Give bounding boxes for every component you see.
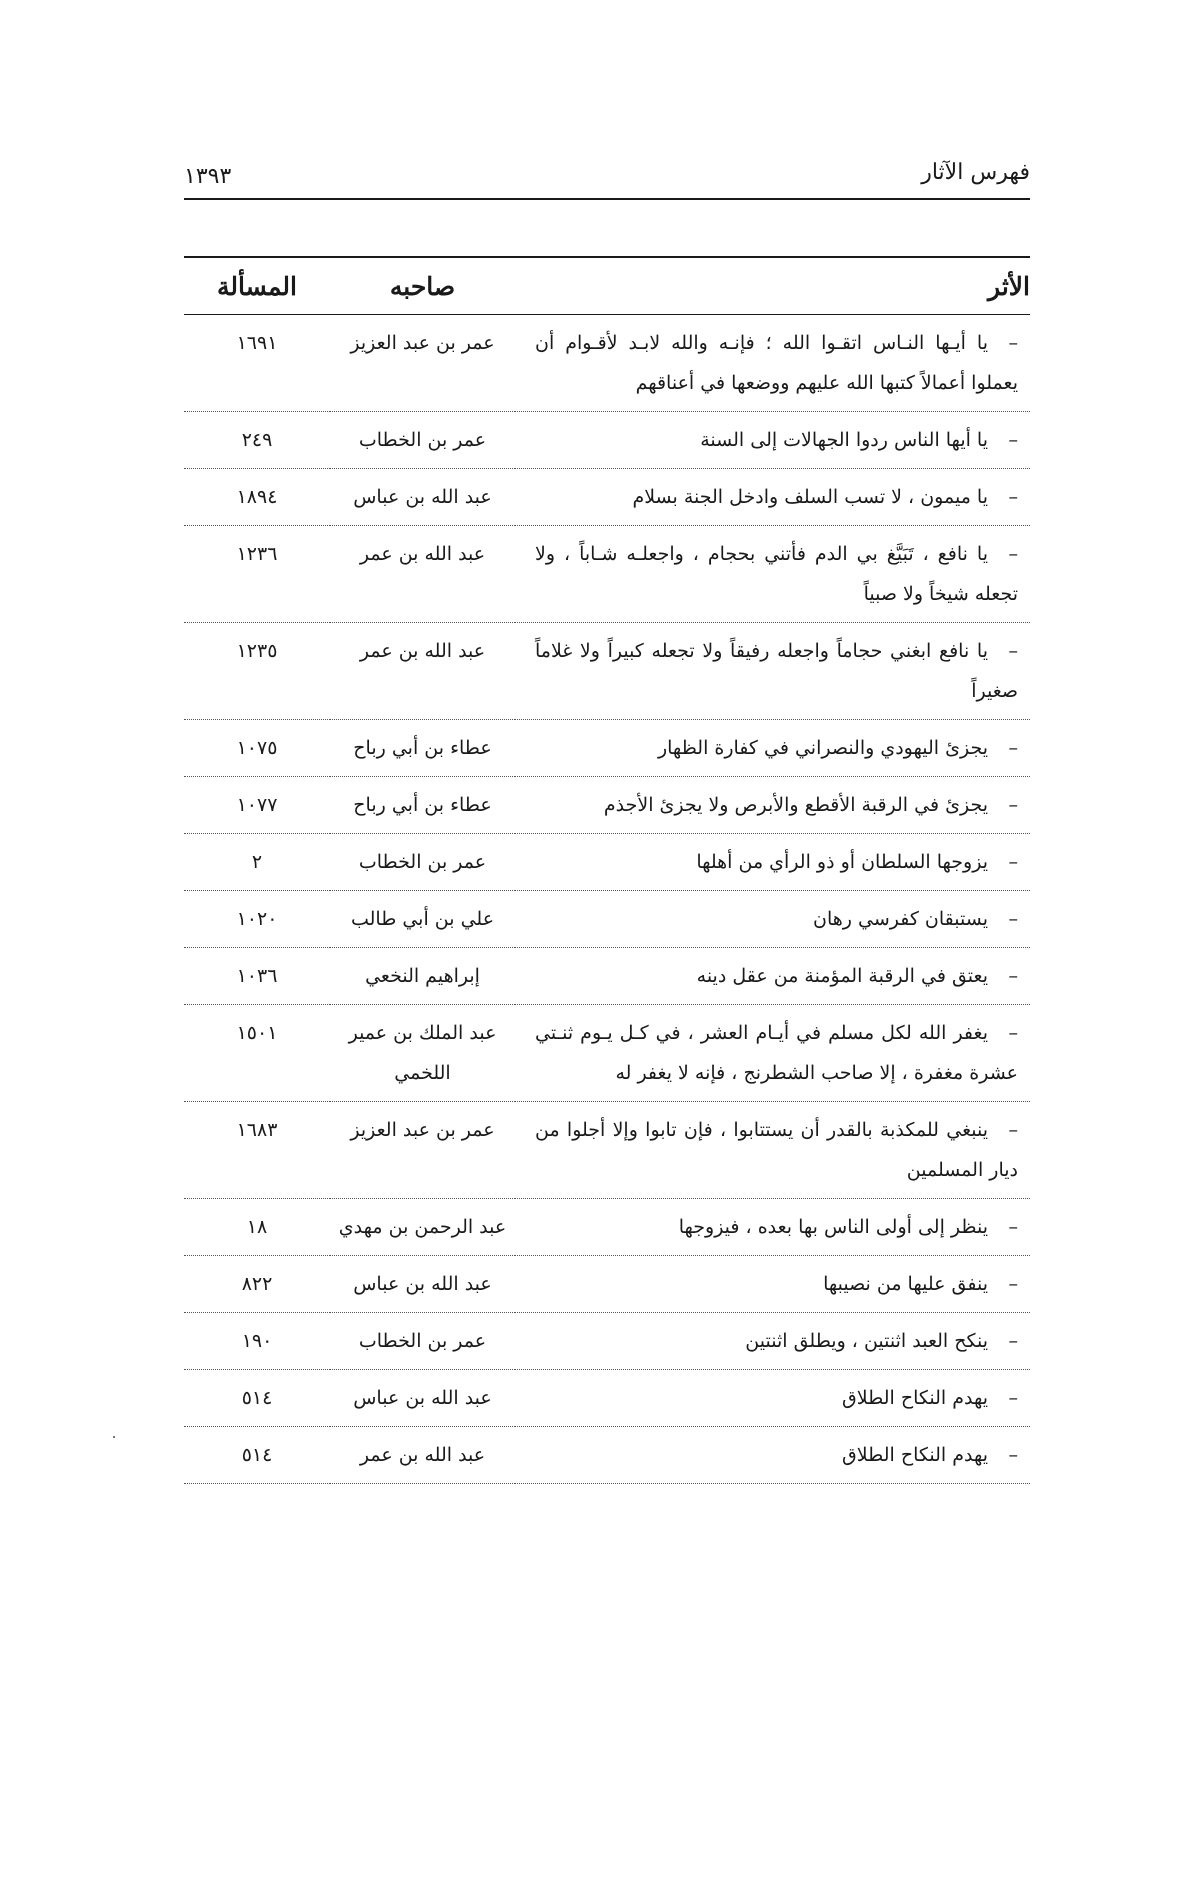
list-dash: – (1008, 737, 1018, 759)
masala-number-cell: ١٦٨٣ (184, 1102, 330, 1199)
list-dash: – (1008, 332, 1018, 354)
masala-number-cell: ١٢٣٥ (184, 623, 330, 720)
athar-cell (515, 412, 1030, 469)
athar-cell (515, 1427, 1030, 1484)
table-header-row (184, 257, 1030, 315)
table-row (184, 777, 1030, 834)
list-dash: – (1008, 429, 1018, 451)
sahib-cell: إبراهيم النخعي (330, 948, 515, 1005)
sahib-cell: عمر بن عبد العزيز (330, 1102, 515, 1199)
athar-cell (515, 1199, 1030, 1256)
masala-number-cell: ١٥٠١ (184, 1005, 330, 1102)
list-dash: – (1008, 794, 1018, 816)
athar-cell (515, 623, 1030, 720)
table-row (184, 834, 1030, 891)
sahib-cell: عمر بن عبد العزيز (330, 315, 515, 412)
athar-text: ينفق عليها من نصيبها (823, 1273, 988, 1295)
masala-number-cell: ١٨ (184, 1199, 330, 1256)
masala-number-cell: ٥١٤ (184, 1370, 330, 1427)
athar-text: ينبغي للمكذبة بالقدر أن يستتابوا ، فإن تابوا وإلا أجلوا من ديار المسلمين (535, 1119, 1018, 1181)
column-header-masala: المسألة (184, 257, 330, 315)
table-row (184, 720, 1030, 777)
list-dash: – (1008, 965, 1018, 987)
athar-text: يستبقان كفرسي رهان (813, 908, 988, 930)
sahib-cell: علي بن أبي طالب (330, 891, 515, 948)
list-dash: – (1008, 1387, 1018, 1409)
athar-cell (515, 1370, 1030, 1427)
sahib-cell: عبد الله بن عباس (330, 469, 515, 526)
athar-text: ينكح العبد اثنتين ، ويطلق اثنتين (745, 1330, 988, 1352)
list-dash: – (1008, 1119, 1018, 1141)
table-row (184, 412, 1030, 469)
scan-speck (113, 1436, 115, 1438)
list-dash: – (1008, 1330, 1018, 1352)
sahib-cell: عبد الله بن عمر (330, 526, 515, 623)
sahib-cell: عطاء بن أبي رباح (330, 777, 515, 834)
running-title: فهرس الآثار (921, 160, 1030, 185)
table-row (184, 1005, 1030, 1102)
sahib-cell: عبد الملك بن عمير اللخمي (330, 1005, 515, 1102)
list-dash: – (1008, 1216, 1018, 1238)
table-row (184, 1370, 1030, 1427)
masala-number-cell: ١٢٣٦ (184, 526, 330, 623)
athar-cell (515, 526, 1030, 623)
athar-cell (515, 1005, 1030, 1102)
masala-number-cell: ١٠٢٠ (184, 891, 330, 948)
athar-cell (515, 948, 1030, 1005)
masala-number-cell: ١٠٣٦ (184, 948, 330, 1005)
athar-text: يا نافع ابغني حجاماً واجعله رفيقاً ولا تجعله كبيراً ولا غلاماً صغيراً (535, 640, 1018, 702)
list-dash: – (1008, 486, 1018, 508)
athar-text: يا أيـها النـاس اتقـوا الله ؛ فإنـه والله لابـد لأقـوام أن يعملوا أعمالاً كتبها الله عليهم ووضعها في أعناقهم (535, 332, 1018, 394)
athar-text: يا أيها الناس ردوا الجهالات إلى السنة (700, 429, 988, 451)
masala-number-cell: ٨٢٢ (184, 1256, 330, 1313)
athar-text: يعتق في الرقبة المؤمنة من عقل دينه (696, 965, 988, 987)
table-row (184, 1256, 1030, 1313)
running-header (184, 160, 1030, 196)
athar-cell (515, 1102, 1030, 1199)
masala-number-cell: ٢٤٩ (184, 412, 330, 469)
masala-number-cell: ٢ (184, 834, 330, 891)
sahib-cell: عبد الله بن عمر (330, 623, 515, 720)
athar-text: يهدم النكاح الطلاق (842, 1444, 988, 1466)
table-row (184, 1427, 1030, 1484)
sahib-cell: عمر بن الخطاب (330, 412, 515, 469)
athar-text: يغفر الله لكل مسلم في أيـام العشر ، في كـل يـوم ثنـتي عشرة مغفرة ، إلا صاحب الشطرنج ، فإنه لا يغفر له (535, 1022, 1018, 1084)
table-body (184, 315, 1030, 1484)
athar-text: يزوجها السلطان أو ذو الرأي من أهلها (696, 851, 988, 873)
table-row (184, 1199, 1030, 1256)
list-dash: – (1008, 543, 1018, 565)
athar-cell (515, 777, 1030, 834)
sahib-cell: عمر بن الخطاب (330, 834, 515, 891)
list-dash: – (1008, 1022, 1018, 1044)
sahib-cell: عبد الله بن عمر (330, 1427, 515, 1484)
list-dash: – (1008, 851, 1018, 873)
athar-cell (515, 315, 1030, 412)
list-dash: – (1008, 1444, 1018, 1466)
athar-text: يا نافع ، تَبَيَّغ بي الدم فأتني بحجام ، واجعلـه شـاباً ، ولا تجعله شيخاً ولا صبياً (535, 543, 1018, 605)
table-row (184, 469, 1030, 526)
table-row (184, 315, 1030, 412)
list-dash: – (1008, 640, 1018, 662)
masala-number-cell: ١٠٧٧ (184, 777, 330, 834)
table-row (184, 1102, 1030, 1199)
athar-cell (515, 469, 1030, 526)
table-row (184, 1313, 1030, 1370)
header-divider (184, 198, 1030, 200)
column-header-athar: الأثر (515, 257, 1030, 315)
table-row (184, 526, 1030, 623)
athar-cell (515, 834, 1030, 891)
sahib-cell: عبد الله بن عباس (330, 1256, 515, 1313)
athar-index-table (184, 256, 1030, 1484)
athar-text: يهدم النكاح الطلاق (842, 1387, 988, 1409)
athar-text: يجزئ اليهودي والنصراني في كفارة الظهار (657, 737, 988, 759)
masala-number-cell: ١٩٠ (184, 1313, 330, 1370)
sahib-cell: عبد الله بن عباس (330, 1370, 515, 1427)
masala-number-cell: ١٦٩١ (184, 315, 330, 412)
masala-number-cell: ٥١٤ (184, 1427, 330, 1484)
athar-text: ينظر إلى أولى الناس بها بعده ، فيزوجها (678, 1216, 988, 1238)
athar-cell (515, 1313, 1030, 1370)
sahib-cell: عبد الرحمن بن مهدي (330, 1199, 515, 1256)
table-row (184, 891, 1030, 948)
athar-text: يا ميمون ، لا تسب السلف وادخل الجنة بسلام (632, 486, 988, 508)
athar-cell (515, 1256, 1030, 1313)
athar-text: يجزئ في الرقبة الأقطع والأبرص ولا يجزئ الأجذم (603, 794, 988, 816)
list-dash: – (1008, 1273, 1018, 1295)
table-row (184, 623, 1030, 720)
athar-cell (515, 891, 1030, 948)
sahib-cell: عمر بن الخطاب (330, 1313, 515, 1370)
list-dash: – (1008, 908, 1018, 930)
athar-cell (515, 720, 1030, 777)
page-number: ١٣٩٣ (184, 164, 232, 189)
column-header-sahib: صاحبه (330, 257, 515, 315)
table-row (184, 948, 1030, 1005)
sahib-cell: عطاء بن أبي رباح (330, 720, 515, 777)
masala-number-cell: ١٨٩٤ (184, 469, 330, 526)
masala-number-cell: ١٠٧٥ (184, 720, 330, 777)
